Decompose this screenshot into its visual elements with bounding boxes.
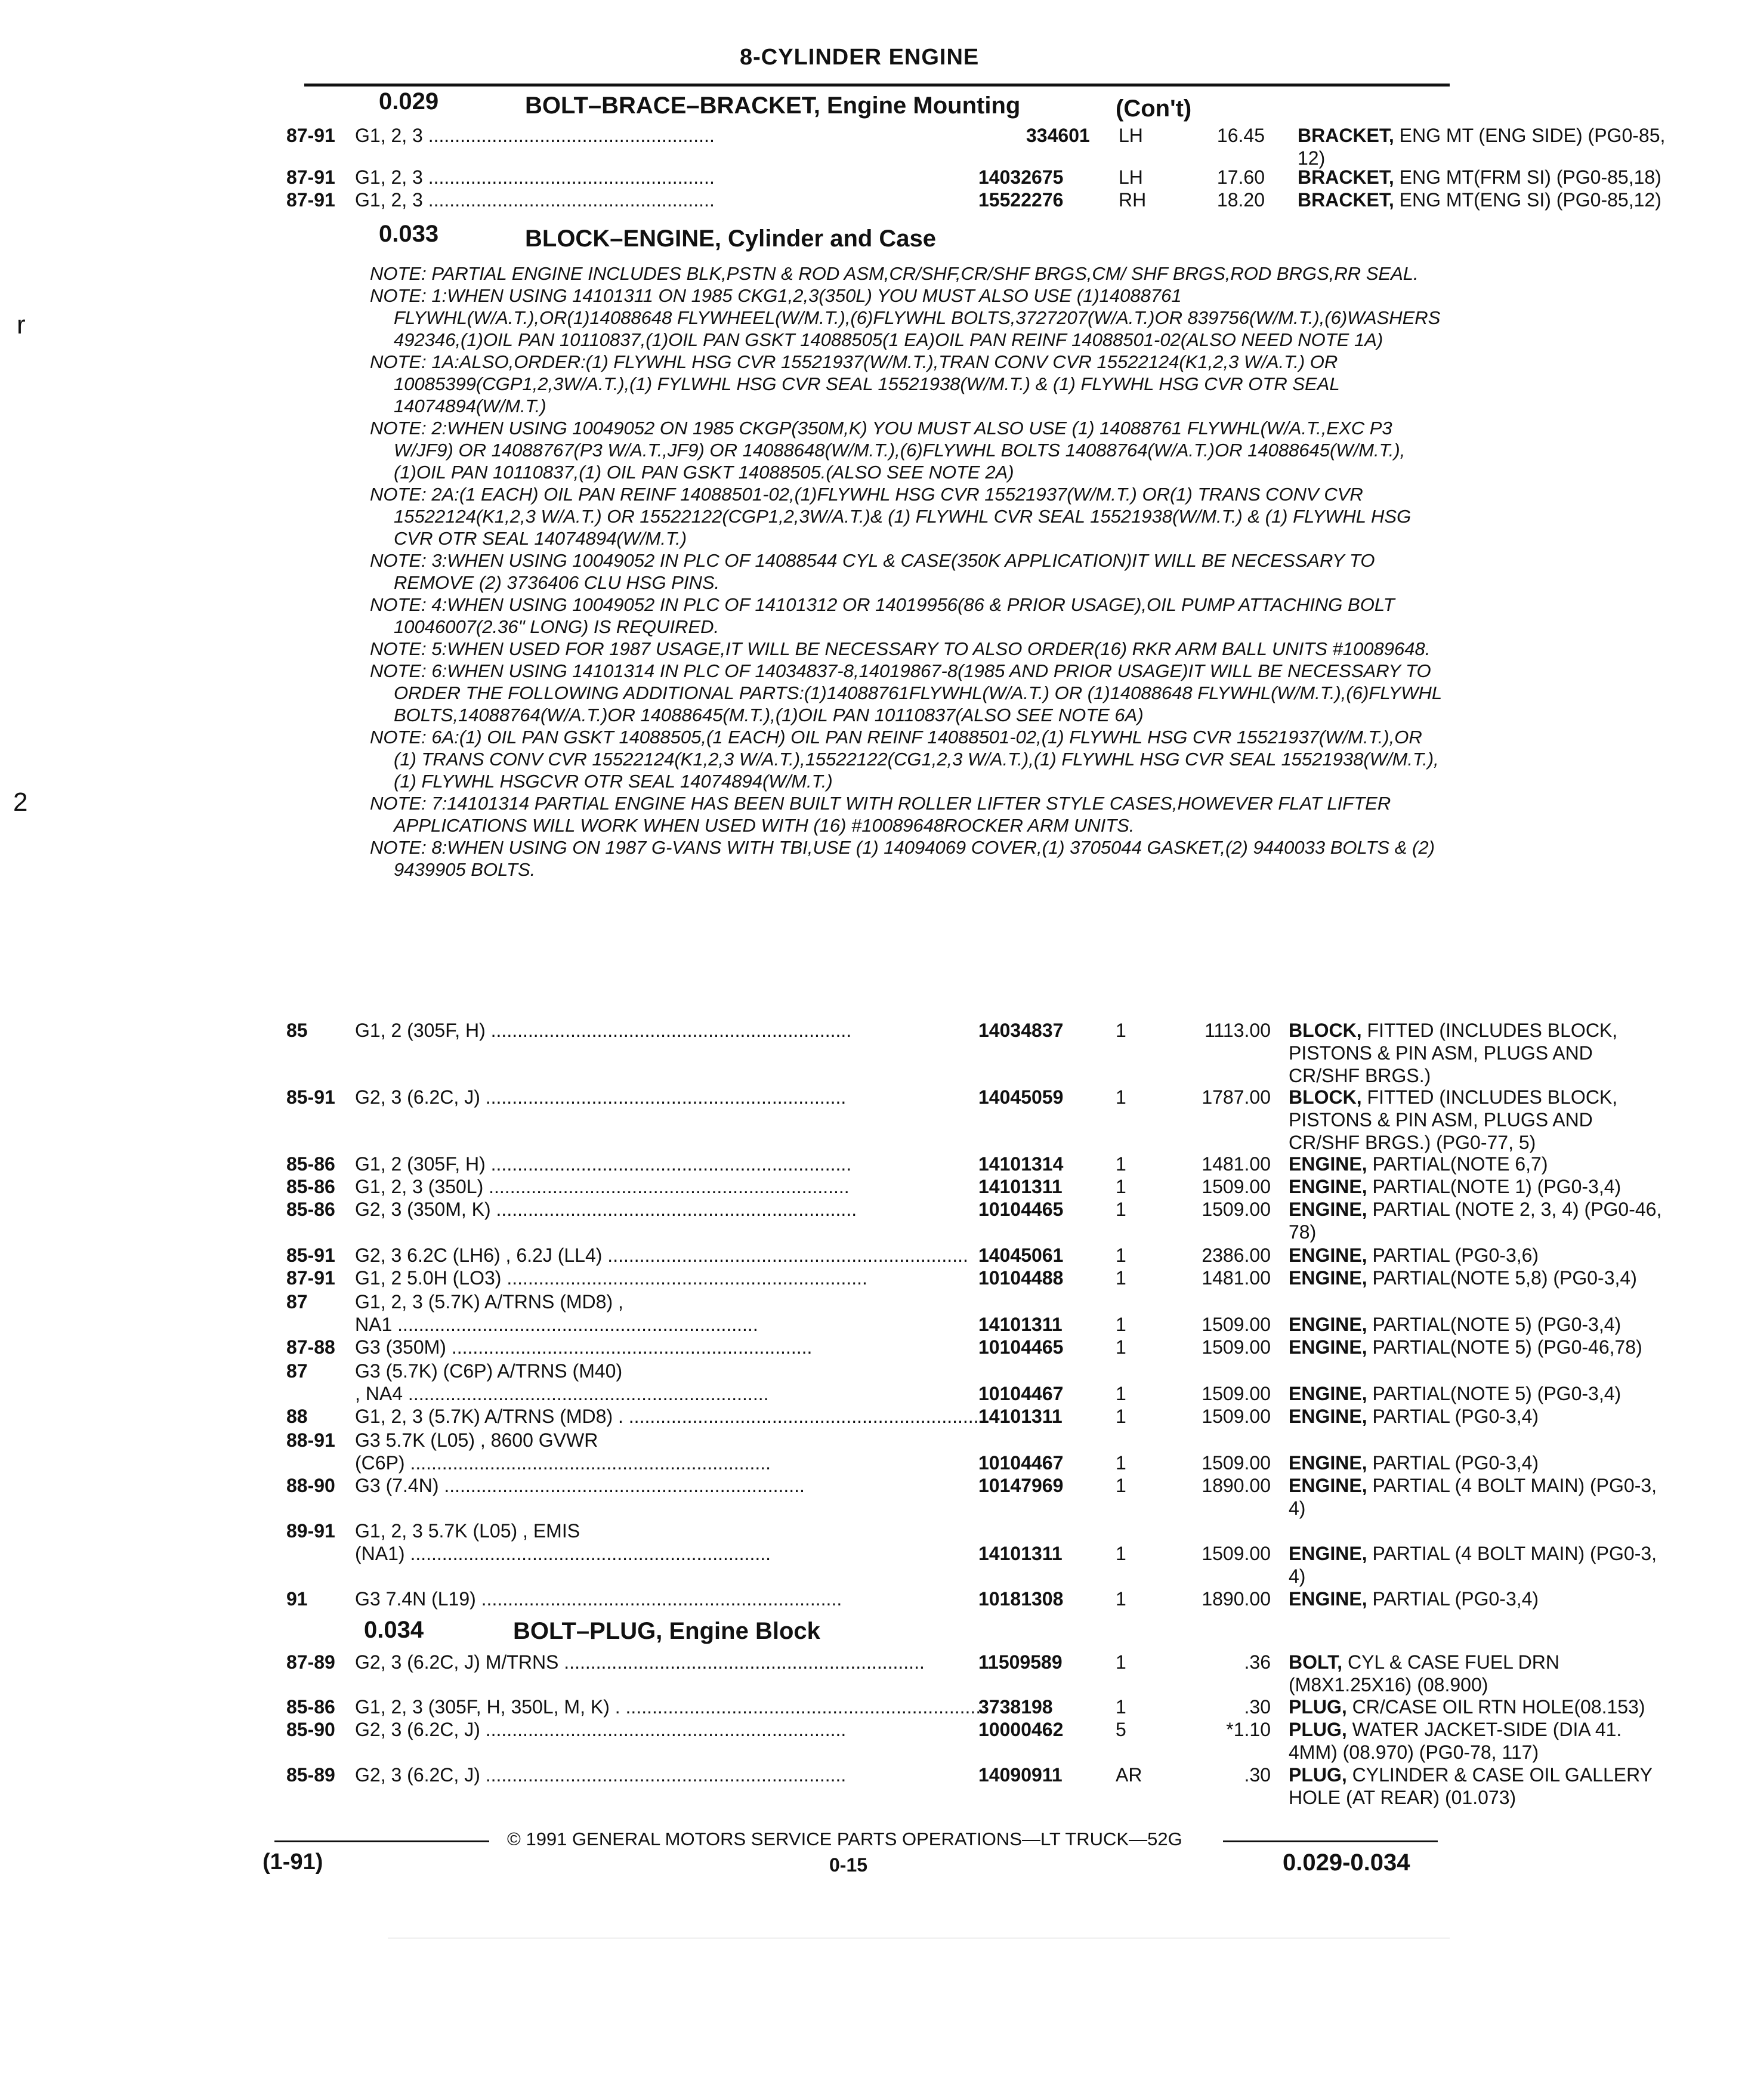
row-description: ENGINE, PARTIAL (4 BOLT MAIN) (PG0-3, 4) — [1289, 1543, 1657, 1587]
note-item: NOTE: 6:WHEN USING 14101314 IN PLC OF 14034837-8,14019867-8(1985 AND PRIOR USAGE)IT WILL BE NECESSARY TO ORDER THE FOLLOWING ADDITIONAL PARTS:(1)14088761FLYWHL(W/A.T.) OR (1)14088648 FLYWHL(W/M.T.),(6)FLYWHL BOLTS,14088764(W/A.T.)OR 14088645(M.T.),(1)OIL PAN 10110837(ALSO SEE NOTE 6A) — [370, 660, 1442, 725]
row-price: 1890.00 — [1202, 1588, 1271, 1610]
row-price: 1509.00 — [1202, 1543, 1271, 1564]
row-price: 1113.00 — [1204, 1020, 1271, 1041]
row-years: 85-86 — [286, 1176, 335, 1197]
group-number-0029: 0.029 — [379, 88, 439, 115]
row-qty: 1 — [1116, 1383, 1126, 1404]
row-qty: 1 — [1116, 1267, 1126, 1289]
table-row — [286, 189, 1661, 212]
row-part-number: 14032675 — [978, 166, 1064, 188]
margin-mark-2: 2 — [13, 788, 28, 817]
row-years: 87-91 — [286, 125, 335, 146]
footer-range: 0.029-0.034 — [1283, 1849, 1410, 1876]
row-description: ENGINE, PARTIAL (NOTE 2, 3, 4) (PG0-46, 78) — [1289, 1199, 1662, 1243]
row-part-number: 10104465 — [978, 1199, 1064, 1220]
row-description: ENGINE, PARTIAL (PG0-3,6) — [1289, 1244, 1539, 1266]
row-qty: 1 — [1116, 1543, 1126, 1564]
footer-date: (1-91) — [262, 1849, 323, 1874]
note-item: NOTE: 3:WHEN USING 10049052 IN PLC OF 14088544 CYL & CASE(350K APPLICATION)IT WILL BE NECESSARY TO REMOVE (2) 3736406 CLU HSG PINS. — [370, 550, 1375, 593]
row-years: 87-91 — [286, 1267, 335, 1289]
row-part-number: 11509589 — [978, 1651, 1063, 1673]
table-row — [286, 1198, 1662, 1243]
row-years: 87 — [286, 1291, 308, 1312]
row-qty: AR — [1116, 1764, 1142, 1786]
row-price: 1509.00 — [1202, 1383, 1271, 1404]
group-title-0029: BOLT–BRACE–BRACKET, Engine Mounting — [525, 92, 1021, 119]
row-application: G1, 2, 3 ...................................................... — [355, 125, 715, 146]
row-application: NA1 .................................................................... — [355, 1314, 758, 1335]
note-item: NOTE: 1A:ALSO,ORDER:(1) FLYWHL HSG CVR 15521937(W/M.T.),TRAN CONV CVR 15522124(K1,2,3 W/A.T.) OR 10085399(CGP1,2,3W/A.T.),(1) FYLWHL HSG CVR SEAL 15521938(W/M.T.) & (1) FLYWHL HSG CVR OTR SEAL 14074894(W/M.T.) — [370, 351, 1340, 416]
row-years: 91 — [286, 1588, 308, 1610]
row-part-number: 10104467 — [978, 1452, 1064, 1474]
row-part-number: 14045059 — [978, 1086, 1064, 1108]
row-application: G3 (7.4N) .................................................................... — [355, 1475, 805, 1496]
table-row — [286, 1382, 1622, 1406]
table-row — [286, 1696, 1645, 1719]
row-qty: 1 — [1116, 1176, 1126, 1197]
row-description: ENGINE, PARTIAL(NOTE 6,7) — [1289, 1153, 1548, 1175]
row-application: G1, 2, 3 ...................................................... — [355, 189, 715, 211]
row-application: , NA4 .................................................................... — [355, 1383, 769, 1404]
row-description: BLOCK, FITTED (INCLUDES BLOCK, PISTONS & PIN ASM, PLUGS AND CR/SHF BRGS.) (PG0-77, 5) — [1289, 1086, 1618, 1153]
row-application: G2, 3 (6.2C, J) .................................................................... — [355, 1764, 847, 1786]
table-row — [286, 1405, 1539, 1429]
table-row — [286, 1313, 1622, 1337]
row-description: ENGINE, PARTIAL (4 BOLT MAIN) (PG0-3, 4) — [1289, 1475, 1657, 1519]
footer-page-number: 0-15 — [829, 1854, 868, 1876]
row-qty: LH — [1119, 166, 1143, 188]
row-application: G1, 2, 3 (305F, H, 350L, M, K) . .................................................................... — [355, 1696, 987, 1718]
group-number-0033: 0.033 — [379, 221, 439, 247]
row-years: 85-90 — [286, 1719, 335, 1740]
table-row — [286, 1520, 1456, 1543]
row-application: G1, 2, 3 (5.7K) A/TRNS (MD8) . .................................................................... — [355, 1406, 990, 1427]
row-part-number: 14101314 — [978, 1153, 1064, 1175]
group-cont-0029: (Con't) — [1116, 95, 1192, 122]
row-price: *1.10 — [1226, 1719, 1271, 1740]
row-part-number: 14045061 — [978, 1244, 1064, 1266]
table-row — [286, 1718, 1622, 1763]
row-qty: LH — [1119, 125, 1143, 146]
row-application: G1, 2 (305F, H) .................................................................... — [355, 1020, 852, 1041]
row-years: 85-91 — [286, 1244, 335, 1266]
row-application: G1, 2, 3 (5.7K) A/TRNS (MD8) , — [355, 1291, 623, 1312]
row-part-number: 14101311 — [978, 1176, 1063, 1197]
row-qty: 1 — [1116, 1651, 1126, 1673]
row-description: PLUG, WATER JACKET-SIDE (DIA 41. 4MM) (08.970) (PG0-78, 117) — [1289, 1719, 1622, 1763]
note-item: NOTE: PARTIAL ENGINE INCLUDES BLK,PSTN & ROD ASM,CR/SHF,CR/SHF BRGS,CM/ SHF BRGS,ROD BRGS,RR SEAL. — [370, 263, 1419, 284]
row-qty: 1 — [1116, 1086, 1126, 1108]
row-price: 1509.00 — [1202, 1336, 1271, 1358]
table-row — [286, 1267, 1637, 1290]
row-application: G3 (5.7K) (C6P) A/TRNS (M40) — [355, 1360, 623, 1382]
row-price: 16.45 — [1216, 125, 1265, 146]
table-row — [286, 1153, 1548, 1176]
note-item: NOTE: 2A:(1 EACH) OIL PAN REINF 14088501-02,(1)FLYWHL HSG CVR 15521937(W/M.T.) OR(1) TRANS CONV CVR 15522124(K1,2,3 W/A.T.) OR 15522122(CGP1,2,3W/A.T.)& (1) FLYWHL CVR SEAL 15521938(W/M.T.) & (1) FLYWHL HSG CVR OTR SEAL 14074894(W/M.T.) — [370, 484, 1412, 549]
row-years: 85-86 — [286, 1199, 335, 1220]
row-description: BRACKET, ENG MT(ENG SI) (PG0-85,12) — [1298, 189, 1661, 211]
row-years: 85 — [286, 1020, 308, 1041]
table-row — [286, 1542, 1657, 1587]
row-application: G3 5.7K (L05) , 8600 GVWR — [355, 1429, 598, 1451]
row-qty: 1 — [1116, 1244, 1126, 1266]
table-row — [286, 1474, 1657, 1519]
row-years: 87-91 — [286, 166, 335, 188]
row-application: G2, 3 (6.2C, J) M/TRNS .................................................................... — [355, 1651, 925, 1673]
row-qty: 1 — [1116, 1475, 1126, 1496]
table-row — [286, 1086, 1618, 1153]
row-description: ENGINE, PARTIAL(NOTE 5) (PG0-3,4) — [1289, 1314, 1622, 1335]
row-part-number: 10147969 — [978, 1475, 1064, 1496]
note-item: NOTE: 4:WHEN USING 10049052 IN PLC OF 14101312 OR 14019956(86 & PRIOR USAGE),OIL PUMP ATTACHING BOLT 10046007(2.36" LONG) IS REQUIRED. — [370, 594, 1395, 637]
row-application: G1, 2, 3 (350L) .................................................................... — [355, 1176, 850, 1197]
row-price: 1509.00 — [1202, 1176, 1271, 1197]
table-row — [286, 1244, 1539, 1268]
row-years: 87 — [286, 1360, 308, 1382]
row-qty: 1 — [1116, 1452, 1126, 1474]
margin-mark-r: r — [17, 310, 26, 339]
row-price: 1509.00 — [1202, 1314, 1271, 1335]
table-row — [286, 1290, 1456, 1314]
table-row — [286, 166, 1661, 190]
row-application: G1, 2, 3 ...................................................... — [355, 166, 715, 188]
row-part-number: 14034837 — [978, 1020, 1064, 1041]
row-part-number: 14101311 — [978, 1314, 1063, 1335]
table-row — [286, 1336, 1642, 1360]
row-years: 87-91 — [286, 189, 335, 211]
table-row — [286, 1764, 1653, 1808]
table-row — [286, 1588, 1539, 1611]
row-description: ENGINE, PARTIAL(NOTE 5,8) (PG0-3,4) — [1289, 1267, 1637, 1289]
footer-rule-right — [1223, 1840, 1438, 1842]
note-item: NOTE: 1:WHEN USING 14101311 ON 1985 CKG1,2,3(350L) YOU MUST ALSO USE (1)14088761 FLYWHL(W/A.T.),OR(1)14088648 FLYWHEEL(W/M.T.),(6)FLYWHL BOLTS,3727207(W/A.T.)OR 839756(W/M.T.),(6)WASHERS 492346,(1)OIL PAN 10110837,(1)OIL PAN GSKT 14088505(1 EA)OIL PAN REINF 14088501-02(ALSO NEED NOTE 1A) — [370, 285, 1441, 350]
table-row — [286, 1452, 1539, 1475]
row-application: G1, 2 5.0H (LO3) .................................................................... — [355, 1267, 867, 1289]
row-years: 89-91 — [286, 1520, 335, 1542]
row-years: 88-91 — [286, 1429, 335, 1451]
row-years: 85-86 — [286, 1696, 335, 1718]
row-description: BRACKET, ENG MT (ENG SIDE) (PG0-85, 12) — [1298, 125, 1666, 169]
row-price: 2386.00 — [1202, 1244, 1271, 1266]
row-price: 1509.00 — [1202, 1452, 1271, 1474]
group-number-0034: 0.034 — [364, 1617, 424, 1643]
row-description: ENGINE, PARTIAL (PG0-3,4) — [1289, 1406, 1539, 1427]
note-item: NOTE: 8:WHEN USING ON 1987 G-VANS WITH TBI,USE (1) 14094069 COVER,(1) 3705044 GASKET,(2) 9440033 BOLTS & (2) 9439905 BOLTS. — [370, 837, 1435, 880]
row-part-number: 14101311 — [978, 1406, 1063, 1427]
table-row — [286, 124, 1666, 169]
row-description: BLOCK, FITTED (INCLUDES BLOCK, PISTONS & PIN ASM, PLUGS AND CR/SHF BRGS.) — [1289, 1020, 1618, 1086]
row-qty: 1 — [1116, 1406, 1126, 1427]
row-qty: 1 — [1116, 1696, 1126, 1718]
row-application: (C6P) .................................................................... — [355, 1452, 771, 1474]
header-rule — [304, 84, 1450, 87]
row-years: 88-90 — [286, 1475, 335, 1496]
footer-rule-left — [274, 1840, 489, 1842]
row-description: ENGINE, PARTIAL(NOTE 5) (PG0-46,78) — [1289, 1336, 1642, 1358]
row-years: 85-91 — [286, 1086, 335, 1108]
row-price: 1509.00 — [1202, 1199, 1271, 1220]
row-qty: 1 — [1116, 1199, 1126, 1220]
row-price: .30 — [1244, 1696, 1271, 1718]
row-application: G2, 3 6.2C (LH6) , 6.2J (LL4) .................................................................... — [355, 1244, 968, 1266]
row-part-number: 14101311 — [978, 1543, 1063, 1564]
table-row — [286, 1019, 1618, 1086]
row-qty: 1 — [1116, 1336, 1126, 1358]
page-header-title: 8-CYLINDER ENGINE — [740, 45, 980, 70]
row-part-number: 10000462 — [978, 1719, 1064, 1740]
row-price: 18.20 — [1216, 189, 1265, 211]
row-part-number: 10104467 — [978, 1383, 1064, 1404]
row-description: ENGINE, PARTIAL (PG0-3,4) — [1289, 1452, 1539, 1474]
row-qty: 1 — [1116, 1314, 1126, 1335]
table-row — [286, 1175, 1622, 1199]
row-application: G2, 3 (350M, K) .................................................................... — [355, 1199, 857, 1220]
row-description: PLUG, CR/CASE OIL RTN HOLE(08.153) — [1289, 1696, 1645, 1718]
row-part-number: 10181308 — [978, 1588, 1064, 1610]
row-price: 17.60 — [1216, 166, 1265, 188]
group-title-0034: BOLT–PLUG, Engine Block — [513, 1618, 820, 1644]
row-qty: 1 — [1116, 1153, 1126, 1175]
row-part-number: 14090911 — [978, 1764, 1063, 1786]
row-part-number: 334601 — [1026, 125, 1090, 146]
row-description: ENGINE, PARTIAL(NOTE 1) (PG0-3,4) — [1289, 1176, 1622, 1197]
row-application: G1, 2, 3 5.7K (L05) , EMIS — [355, 1520, 580, 1542]
note-item: NOTE: 7:14101314 PARTIAL ENGINE HAS BEEN BUILT WITH ROLLER LIFTER STYLE CASES,HOWEVER FLAT LIFTER APPLICATIONS WILL WORK WHEN USED WITH (16) #10089648ROCKER ARM UNITS. — [370, 793, 1391, 836]
note-item: NOTE: 5:WHEN USED FOR 1987 USAGE,IT WILL BE NECESSARY TO ALSO ORDER(16) RKR ARM BALL UNITS #10089648. — [370, 638, 1431, 659]
row-price: .36 — [1244, 1651, 1271, 1673]
row-application: G2, 3 (6.2C, J) .................................................................... — [355, 1086, 847, 1108]
row-qty: 1 — [1116, 1020, 1126, 1041]
row-years: 88 — [286, 1406, 308, 1427]
row-description: ENGINE, PARTIAL (PG0-3,4) — [1289, 1588, 1539, 1610]
table-row — [286, 1360, 1456, 1383]
row-price: .30 — [1244, 1764, 1271, 1786]
row-price: 1481.00 — [1202, 1267, 1271, 1289]
row-description: BRACKET, ENG MT(FRM SI) (PG0-85,18) — [1298, 166, 1661, 188]
row-years: 85-86 — [286, 1153, 335, 1175]
row-application: (NA1) .................................................................... — [355, 1543, 771, 1564]
row-price: 1890.00 — [1202, 1475, 1271, 1496]
group-title-0033: BLOCK–ENGINE, Cylinder and Case — [525, 226, 937, 252]
table-row — [286, 1429, 1456, 1453]
row-qty: 1 — [1116, 1588, 1126, 1610]
row-part-number: 3738198 — [978, 1696, 1053, 1718]
row-application: G1, 2 (305F, H) .................................................................... — [355, 1153, 852, 1175]
row-application: G3 7.4N (L19) .................................................................... — [355, 1588, 842, 1610]
row-qty: RH — [1119, 189, 1147, 211]
row-years: 85-89 — [286, 1764, 335, 1786]
note-item: NOTE: 2:WHEN USING 10049052 ON 1985 CKGP(350M,K) YOU MUST ALSO USE (1) 14088761 FLYWHL(W/A.T.,EXC P3 W/JF9) OR 14088767(P3 W/A.T.,JF9) OR 14088648(W/M.T.),(6)FLYWHL BOLTS 14088764(W/A.T.)OR 14088645(W/M.T.),(1)OIL PAN 10110837,(1) OIL PAN GSKT 14088505.(ALSO SEE NOTE 2A) — [370, 418, 1406, 483]
row-description: ENGINE, PARTIAL(NOTE 5) (PG0-3,4) — [1289, 1383, 1622, 1404]
row-description: BOLT, CYL & CASE FUEL DRN (M8X1.25X16) (08.900) — [1289, 1651, 1559, 1696]
row-price: 1509.00 — [1202, 1406, 1271, 1427]
row-description: PLUG, CYLINDER & CASE OIL GALLERY HOLE (AT REAR) (01.073) — [1289, 1764, 1653, 1808]
footer-copyright: © 1991 GENERAL MOTORS SERVICE PARTS OPERATIONS—LT TRUCK—52G — [507, 1829, 1182, 1849]
row-part-number: 15522276 — [978, 189, 1064, 211]
row-price: 1481.00 — [1202, 1153, 1271, 1175]
row-application: G3 (350M) .................................................................... — [355, 1336, 813, 1358]
notes-block — [370, 262, 1444, 881]
row-price: 1787.00 — [1202, 1086, 1271, 1108]
row-qty: 5 — [1116, 1719, 1126, 1740]
row-application: G2, 3 (6.2C, J) .................................................................... — [355, 1719, 847, 1740]
row-years: 87-89 — [286, 1651, 335, 1673]
row-part-number: 10104488 — [978, 1267, 1064, 1289]
row-years: 87-88 — [286, 1336, 335, 1358]
table-row — [286, 1651, 1559, 1696]
note-item: NOTE: 6A:(1) OIL PAN GSKT 14088505,(1 EACH) OIL PAN REINF 14088501-02,(1) FLYWHL HSG CVR 15521937(W/M.T.),OR (1) TRANS CONV CVR 15522124(K1,2,3 W/A.T.),15522122(CG1,2,3 W/A.T.),(1) FLYWHL HSG CVR SEAL 15521938(W/M.T.),(1) FLYWHL HSGCVR OTR SEAL 14074894(W/M.T.) — [370, 727, 1439, 792]
row-part-number: 10104465 — [978, 1336, 1064, 1358]
